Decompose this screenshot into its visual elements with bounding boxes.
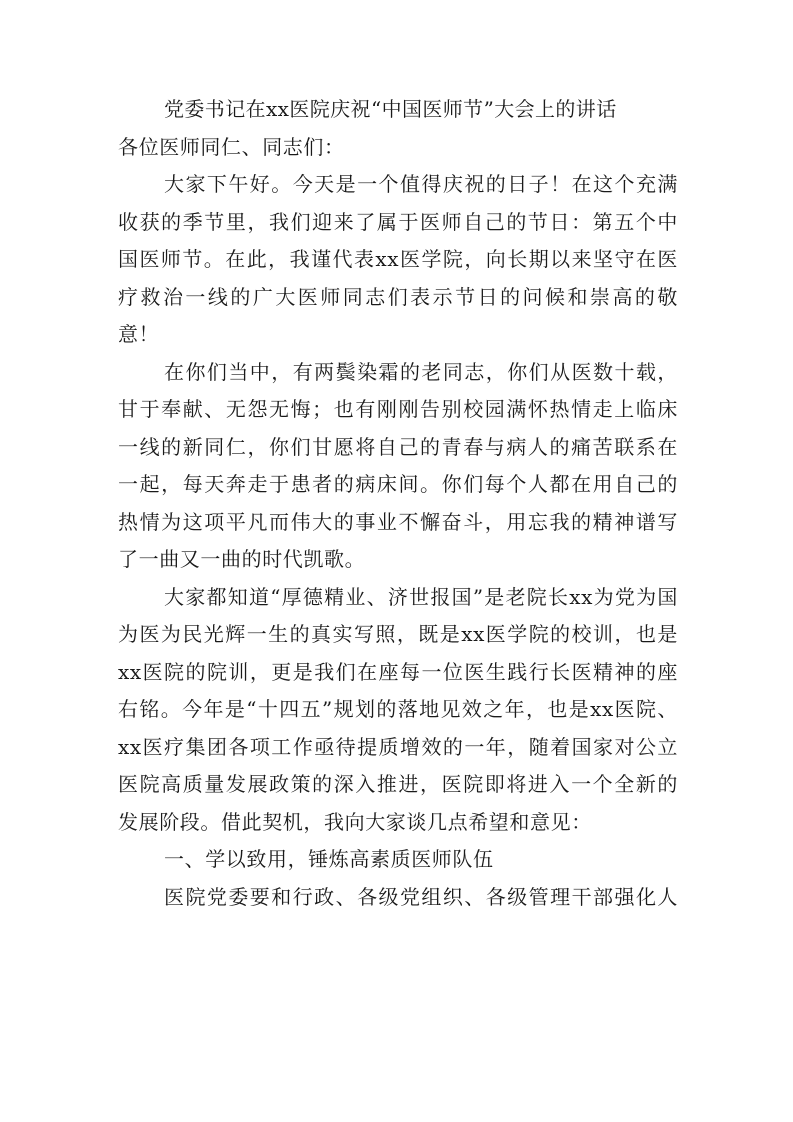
paragraph-3-line-7: 发展阶段。借此契机，我向大家谈几点希望和意见：: [118, 809, 592, 834]
paragraph-4-line-1: 医院党委要和行政、各级党组织、各级管理干部强化人: [164, 884, 678, 909]
paragraph-2-line-4: 一起，每天奔走于患者的病床间。你们每个人都在用自己的: [118, 472, 678, 496]
speech-title: 党委书记在xx医院庆祝“中国医师节”大会上的讲话: [164, 97, 617, 121]
document-body: [118, 91, 678, 916]
paragraph-3-line-2: 为医为民光辉一生的真实写照，既是xx医学院的校训，也是: [118, 622, 678, 646]
paragraph-2-line-2: 甘于奉献、无怨无悔；也有刚刚告别校园满怀热情走上临床: [118, 397, 678, 421]
paragraph-1-line-2: 收获的季节里，我们迎来了属于医师自己的节日：第五个中: [118, 209, 678, 234]
salutation: 各位医师同仁、同志们：: [118, 134, 345, 159]
paragraph-1-line-1: 大家下午好。今天是一个值得庆祝的日子！在这个充满: [164, 172, 678, 196]
paragraph-2-line-3: 一线的新同仁，你们甘愿将自己的青春与病人的痛苦联系在: [118, 434, 678, 459]
paragraph-1-line-5: 意！: [118, 322, 160, 346]
paragraph-3-line-1: 大家都知道“厚德精业、济世报国”是老院长xx为党为国: [164, 584, 678, 609]
paragraph-3-line-5: xx医疗集团各项工作亟待提质增效的一年，随着国家对公立: [118, 734, 678, 759]
paragraph-2-line-6: 了一曲又一曲的时代凯歌。: [118, 547, 366, 571]
section-heading-1: 一、学以致用，锤炼高素质医师队伍: [164, 847, 494, 871]
paragraph-3-line-6: 医院高质量发展政策的深入推进，医院即将进入一个全新的: [118, 772, 678, 796]
paragraph-1-line-4: 疗救治一线的广大医师同志们表示节日的问候和崇高的敬: [118, 284, 678, 309]
paragraph-2-line-1: 在你们当中，有两鬓染霜的老同志，你们从医数十载，: [164, 359, 678, 384]
paragraph-2-line-5: 热情为这项平凡而伟大的事业不懈奋斗，用忘我的精神谱写: [118, 509, 678, 534]
paragraph-3-line-3: xx医院的院训，更是我们在座每一位医生践行长医精神的座: [118, 659, 678, 684]
paragraph-1-line-3: 国医师节。在此，我谨代表xx医学院，向长期以来坚守在医: [118, 247, 678, 271]
paragraph-3-line-4: 右铭。今年是“十四五”规划的落地见效之年，也是xx医院、: [118, 697, 678, 721]
